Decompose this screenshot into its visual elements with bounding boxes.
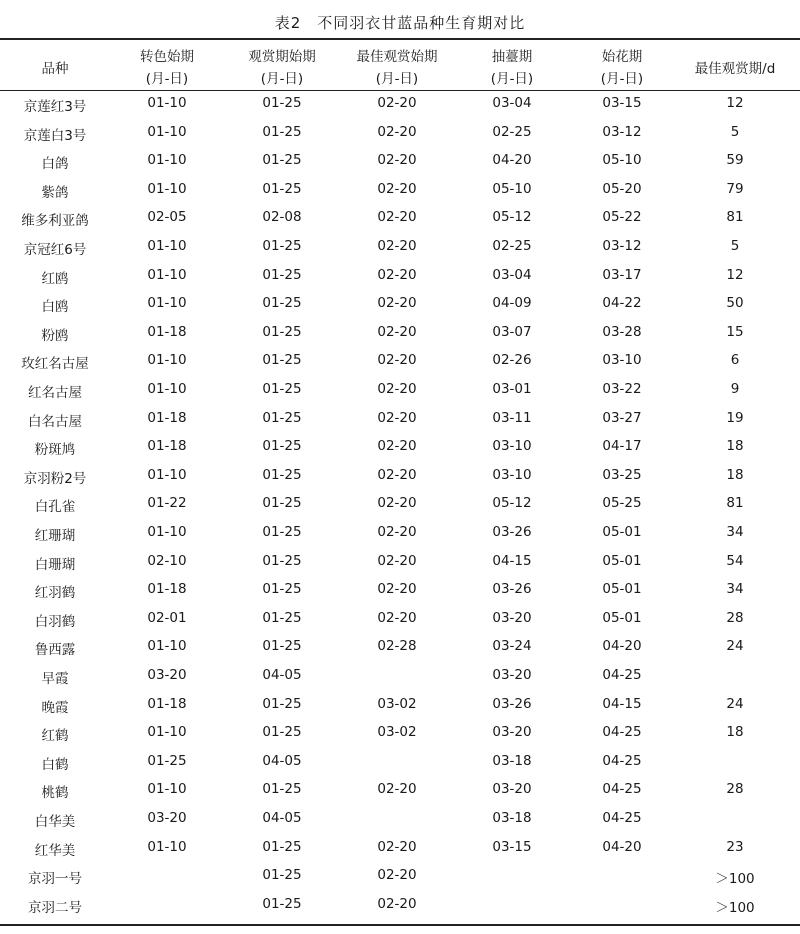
table-cell: 03-26 [492, 581, 532, 598]
table-cell: 12 [726, 266, 744, 283]
table-cell: 02-20 [377, 180, 417, 197]
table-cell: 04-20 [602, 838, 642, 855]
table-cell: 01-10 [147, 95, 187, 111]
table-row [0, 234, 800, 263]
table-cell: 03-04 [492, 95, 532, 111]
table-cell: 03-10 [492, 438, 532, 455]
table-cell: 02-20 [377, 409, 417, 426]
table-cell: 01-10 [147, 466, 187, 483]
table-cell: 02-20 [377, 838, 417, 855]
table-cell: 01-18 [147, 409, 187, 426]
table-cell: 05-10 [602, 152, 642, 169]
table-cell: 03-04 [492, 266, 532, 283]
variety-name-cell: 京羽粉2号 [23, 470, 87, 487]
table-row [0, 634, 800, 663]
table-cell: 02-20 [377, 524, 417, 540]
table-row [0, 663, 800, 692]
variety-name-cell: 维多利亚鸽 [21, 213, 89, 230]
bottom-rule [0, 924, 800, 926]
table-cell: 04-25 [602, 752, 642, 769]
table-cell: 03-11 [492, 409, 532, 426]
table-caption: 表2 不同羽衣甘蓝品种生育期对比 [274, 14, 526, 32]
table-cell: 01-25 [262, 180, 302, 197]
table-cell: 02-25 [492, 123, 532, 140]
header-unit-5: (月-日) [600, 71, 644, 87]
table-cell: 34 [726, 524, 744, 540]
table-cell: 02-01 [147, 609, 187, 626]
table-cell: 01-25 [262, 438, 302, 455]
table-cell: 01-25 [262, 867, 302, 884]
table-cell: 02-05 [147, 209, 187, 226]
variety-name-cell: 红鸥 [41, 270, 69, 287]
table-row [0, 434, 800, 463]
table-row [0, 520, 800, 549]
header-cell-5: 始花期 [601, 49, 643, 65]
table-cell: 04-22 [602, 295, 642, 312]
header-cell-2: 观赏期始期 [248, 49, 316, 65]
table-cell: 02-20 [377, 95, 417, 111]
variety-name-cell: 京莲白3号 [23, 127, 87, 144]
table-row [0, 263, 800, 292]
table-row [0, 606, 800, 635]
header-cell-6: 最佳观赏期/d [694, 61, 776, 77]
table-row [0, 577, 800, 606]
variety-name-cell: 京莲红3号 [23, 99, 87, 115]
table-cell: 01-10 [147, 524, 187, 540]
table-cell: 12 [726, 95, 744, 111]
table-cell: 03-10 [492, 466, 532, 483]
header-cell-1: 转色始期 [140, 49, 194, 65]
table-row [0, 406, 800, 435]
variety-name-cell: 京羽二号 [28, 899, 82, 916]
table-cell: 02-20 [377, 323, 417, 340]
table-row [0, 692, 800, 721]
table-cell: 02-20 [377, 609, 417, 626]
table-cell: 02-20 [377, 495, 417, 512]
table-cell: 28 [726, 781, 744, 798]
table-cell: 05-12 [492, 209, 532, 226]
table-cell: 01-22 [147, 495, 187, 512]
table-cell: 05-01 [602, 609, 642, 626]
table-cell: 04-25 [602, 781, 642, 798]
table-cell: 01-25 [262, 323, 302, 340]
table-cell: 02-26 [492, 352, 532, 369]
table-cell: 01-25 [262, 838, 302, 855]
table-cell: 19 [726, 409, 744, 426]
table-cell: 01-10 [147, 381, 187, 397]
table-cell: 01-18 [147, 581, 187, 598]
table-cell: 01-10 [147, 123, 187, 140]
table-cell: 03-07 [492, 323, 532, 340]
table-cell: 02-20 [377, 381, 417, 397]
variety-name-cell: 白孔雀 [34, 499, 76, 516]
table-cell: 24 [726, 695, 744, 712]
table-cell: 03-02 [377, 724, 417, 741]
table-cell: 01-18 [147, 323, 187, 340]
table-cell: 02-10 [147, 552, 187, 569]
variety-name-cell: 红珊瑚 [34, 528, 76, 544]
table-cell: 01-25 [262, 95, 302, 111]
table-cell: 01-10 [147, 266, 187, 283]
table-cell: ＞100 [715, 899, 755, 916]
table-cell: 04-15 [492, 552, 532, 569]
table-row [0, 348, 800, 377]
table-cell: 01-25 [262, 495, 302, 512]
table-cell: 02-08 [262, 209, 302, 226]
table-cell: 01-25 [262, 266, 302, 283]
table-cell: 03-25 [602, 466, 642, 483]
header-cell-4: 抽薹期 [491, 49, 533, 65]
table-cell: 03-20 [147, 667, 187, 683]
table-cell: 02-20 [377, 152, 417, 169]
variety-name-cell: 白华美 [34, 814, 76, 830]
table-row [0, 863, 800, 892]
table-cell: 05-25 [602, 495, 642, 512]
variety-name-cell: 白鹤 [41, 756, 69, 773]
variety-name-cell: 白珊瑚 [34, 556, 76, 573]
table-cell: 50 [726, 295, 744, 312]
table-cell: 03-20 [492, 609, 532, 626]
header-unit-3: (月-日) [375, 71, 419, 87]
variety-name-cell: 白鸥 [41, 299, 69, 316]
table-cell: 54 [726, 552, 744, 569]
table-cell: 18 [726, 466, 744, 483]
table-cell: 03-22 [602, 381, 642, 397]
variety-name-cell: 京羽一号 [28, 871, 82, 888]
table-cell: 04-25 [602, 810, 642, 826]
table-cell: 04-20 [492, 152, 532, 169]
variety-name-cell: 早霞 [41, 671, 69, 687]
table-cell: 03-12 [602, 238, 642, 254]
table-cell: 01-10 [147, 238, 187, 254]
table-cell: 6 [730, 352, 740, 369]
header-cell-0: 品种 [41, 61, 69, 77]
table-cell: 01-25 [262, 524, 302, 540]
table-row [0, 892, 800, 921]
table-cell: 9 [730, 381, 740, 397]
table-cell: 04-09 [492, 295, 532, 312]
table-cell: 03-20 [492, 781, 532, 798]
variety-name-cell: 京冠红6号 [23, 242, 87, 258]
table-cell: 05-10 [492, 180, 532, 197]
table-cell: 02-20 [377, 209, 417, 226]
table-row [0, 177, 800, 206]
variety-name-cell: 桃鹤 [41, 785, 69, 802]
table-cell: 03-26 [492, 695, 532, 712]
variety-name-cell: 鲁西露 [34, 642, 76, 659]
table-cell: 01-25 [262, 724, 302, 741]
table-cell: 03-20 [147, 810, 187, 826]
table-cell: 03-02 [377, 695, 417, 712]
table-row [0, 806, 800, 835]
table-cell: 02-20 [377, 123, 417, 140]
table-cell: 01-25 [262, 295, 302, 312]
variety-name-cell: 红鹤 [41, 728, 69, 745]
table-cell: 01-10 [147, 180, 187, 197]
table-row [0, 205, 800, 234]
table-cell: 03-20 [492, 667, 532, 683]
table-cell: 02-20 [377, 352, 417, 369]
header-unit-4: (月-日) [490, 71, 534, 87]
table-cell: 01-18 [147, 438, 187, 455]
header-cell-3: 最佳观赏始期 [356, 49, 438, 65]
variety-name-cell: 粉鸥 [41, 327, 69, 344]
table-cell: 01-10 [147, 352, 187, 369]
header-unit-1: (月-日) [145, 71, 189, 87]
table-cell: 01-25 [262, 552, 302, 569]
table-cell: 5 [730, 123, 740, 140]
table-cell: 01-25 [262, 409, 302, 426]
table-cell: 01-10 [147, 295, 187, 312]
table-cell: 03-01 [492, 381, 532, 397]
table-cell: 04-17 [602, 438, 642, 455]
table-cell: 01-25 [147, 752, 187, 769]
table-cell: 02-20 [377, 266, 417, 283]
table-cell: 05-01 [602, 524, 642, 540]
variety-name-cell: 粉斑鸠 [34, 442, 76, 459]
table-cell: 01-18 [147, 695, 187, 712]
table-cell: 18 [726, 724, 744, 741]
variety-name-cell: 红华美 [34, 842, 76, 859]
table-cell: 03-10 [602, 352, 642, 369]
table-cell: 18 [726, 438, 744, 455]
header-unit-2: (月-日) [260, 71, 304, 87]
table-cell: 02-20 [377, 466, 417, 483]
variety-name-cell: 红羽鹤 [34, 585, 76, 602]
table-cell: 28 [726, 609, 744, 626]
table-cell: 03-28 [602, 323, 642, 340]
table-row [0, 91, 800, 120]
table-cell: 01-25 [262, 895, 302, 912]
top-rule [0, 38, 800, 40]
table-cell: 01-25 [262, 609, 302, 626]
table-cell: 02-20 [377, 781, 417, 798]
table-cell: 02-20 [377, 552, 417, 569]
table-cell: 59 [726, 152, 744, 169]
table-cell: 01-10 [147, 781, 187, 798]
table-row [0, 291, 800, 320]
table-cell: 03-15 [602, 95, 642, 111]
table-cell: 05-22 [602, 209, 642, 226]
variety-name-cell: 白名古屋 [28, 413, 82, 430]
table-cell: 34 [726, 581, 744, 598]
table-cell: 02-20 [377, 895, 417, 912]
table-cell: 24 [726, 638, 744, 655]
table-cell: 81 [726, 209, 744, 226]
table-cell: 03-15 [492, 838, 532, 855]
table-cell: 04-15 [602, 695, 642, 712]
table-cell: 02-20 [377, 295, 417, 312]
table-cell: 23 [726, 838, 744, 855]
table-row [0, 377, 800, 406]
table-cell: 01-25 [262, 238, 302, 254]
table-cell: 05-20 [602, 180, 642, 197]
table-cell: 01-25 [262, 381, 302, 397]
table-row [0, 148, 800, 177]
table-cell: 04-05 [262, 810, 302, 826]
table-cell: 05-01 [602, 552, 642, 569]
table-cell: 01-25 [262, 781, 302, 798]
table-row [0, 777, 800, 806]
table-cell: 03-26 [492, 524, 532, 540]
table-cell: 03-18 [492, 810, 532, 826]
table-cell: 05-12 [492, 495, 532, 512]
table-row [0, 491, 800, 520]
table-cell: ＞100 [715, 871, 755, 888]
table-cell: 5 [730, 238, 740, 254]
table-cell: 01-10 [147, 838, 187, 855]
table-cell: 04-25 [602, 724, 642, 741]
table-cell: 02-20 [377, 238, 417, 254]
variety-name-cell: 白鸽 [41, 156, 69, 173]
table-cell: 01-25 [262, 466, 302, 483]
table-row [0, 835, 800, 864]
table-cell: 02-20 [377, 867, 417, 884]
table-cell: 03-27 [602, 409, 642, 426]
table-cell: 03-18 [492, 752, 532, 769]
table-cell: 01-25 [262, 695, 302, 712]
variety-name-cell: 玫红名古屋 [21, 356, 89, 373]
table-cell: 03-24 [492, 638, 532, 655]
table-cell: 01-25 [262, 581, 302, 598]
table-cell: 02-25 [492, 238, 532, 254]
table-row [0, 120, 800, 149]
table-cell: 04-05 [262, 752, 302, 769]
table-cell: 15 [726, 323, 744, 340]
table-cell: 03-12 [602, 123, 642, 140]
table-cell: 03-17 [602, 266, 642, 283]
table-row [0, 749, 800, 778]
table-cell: 04-25 [602, 667, 642, 683]
variety-name-cell: 红名古屋 [28, 385, 82, 401]
table-cell: 02-20 [377, 581, 417, 598]
table-cell: 81 [726, 495, 744, 512]
table-cell: 03-20 [492, 724, 532, 741]
variety-name-cell: 紫鸽 [41, 184, 69, 201]
table-row [0, 720, 800, 749]
table-cell: 01-25 [262, 123, 302, 140]
table-cell: 05-01 [602, 581, 642, 598]
table-cell: 01-10 [147, 152, 187, 169]
table-row [0, 549, 800, 578]
table-cell: 04-05 [262, 667, 302, 683]
table-cell: 01-10 [147, 724, 187, 741]
table-cell: 01-25 [262, 352, 302, 369]
table-row [0, 320, 800, 349]
variety-name-cell: 晚霞 [41, 699, 69, 716]
table-cell: 01-10 [147, 638, 187, 655]
table-row [0, 463, 800, 492]
table-cell: 01-25 [262, 152, 302, 169]
table-cell: 79 [726, 180, 744, 197]
table-cell: 02-28 [377, 638, 417, 655]
table-cell: 02-20 [377, 438, 417, 455]
variety-name-cell: 白羽鹤 [34, 613, 76, 630]
table-cell: 04-20 [602, 638, 642, 655]
table-cell: 01-25 [262, 638, 302, 655]
